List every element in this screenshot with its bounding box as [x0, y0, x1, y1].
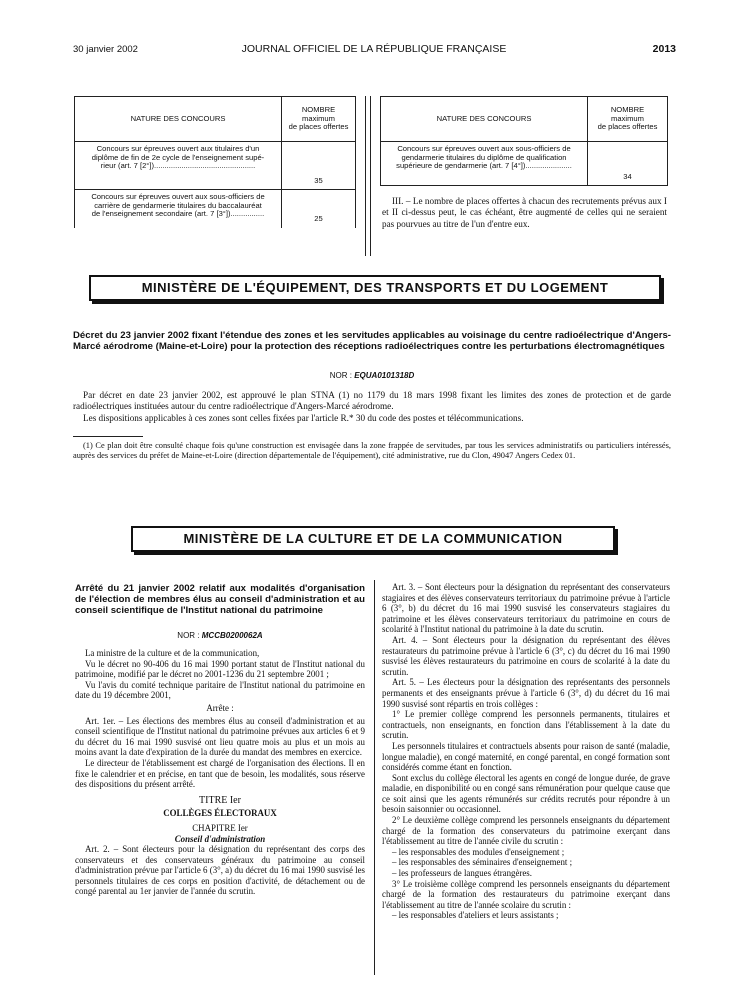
- arrete-left-column: La ministre de la culture et de la communication, Vu le décret no 90-406 du 16 mai 1990 portant statut de l'Institut national du patrimoine, modifié par le décret no 2001-1236 du 21 septembre 2001 ; Vu l'avis du comité technique paritaire de l'Institut national du patrimoine en date du 19 décembre 2001, Arrête : Art. 1er. – Les élections des membres élus au conseil d'administration et au conseil scientifique de l'Institut national du patrimoine prévues aux articles 6 et 9 du décret du 16 mai 1990 susvisé ont lieu quatre mois au plus et un mois au moins avant la date d'expiration de la durée du mandat des membres en exercice. Le directeur de l'établissement est chargé de l'organisation des élections. Il en fixe le calendrier et en précise, en tant que de besoin, les modalités, sous réserve des dispositions du présent arrêté. TITRE Ier COLLÈGES ÉLECTORAUX CHAPITRE Ier Conseil d'administration Art. 2. – Sont électeurs pour la désignation du représentant des corps des conservateurs et des conservateurs généraux du patrimoine au conseil d'administration prévue par l'article 6 (3°, a) du décret du 16 mai 1990 susvisé les personnels titulaires de ces corps en position d'activité, de détachement ou de congé parental au 1er janvier de l'année du scrutin.: [75, 648, 365, 897]
- decree-footnote: (1) Ce plan doit être consulté chaque fois qu'une construction est envisagée dans la zone frappée de servitudes, par tous les services administratifs ou particuliers intéressés, auprès des services du préfet de Maine-et-Loire (direction départementale de l'équipement), cité administrative, rue du Clon, 49047 Angers Cedex 01.: [73, 441, 671, 460]
- table-row-text: Concours sur épreuves ouvert aux titulaires d'un diplôme de fin de 2e cycle de l'enseignement supé- rieur (art. 7 [2°])................................................: [75, 142, 282, 190]
- decree-title: Décret du 23 janvier 2002 fixant l'étendue des zones et les servitudes applicables au voisinage du centre radioélectrique d'Angers-Marcé aérodrome (Maine-et-Loire) pour la protection des réceptions radioélectriques contre les perturbations électromagnétiques: [73, 330, 671, 352]
- arrete-nor: NOR : MCCB0200062A: [177, 631, 263, 640]
- table-row-text: Concours sur épreuves ouvert aux sous-officiers de gendarmerie titulaires du diplôme de qualification supérieure de gendarmerie (art. 7 [4°])......................: [381, 142, 588, 186]
- table-row-value: 34: [588, 142, 668, 186]
- column-divider: [374, 580, 375, 975]
- ministry-heading-equipement: MINISTÈRE DE L'ÉQUIPEMENT, DES TRANSPORTS ET DU LOGEMENT: [89, 275, 661, 301]
- table-row-value: 35: [282, 142, 356, 190]
- concours-table-left: [74, 96, 356, 228]
- table-header-nature: NATURE DES CONCOURS: [75, 97, 282, 142]
- decree-nor: NOR : EQUA0101318D: [329, 371, 415, 380]
- paragraph-iii: III. – Le nombre de places offertes à chacun des recrutements prévus aux I et II ci-dessus peut, le cas échéant, être augmenté de celles qui ne seraient pas pourvues au titre de l'un d'entre eux.: [382, 196, 667, 229]
- concours-table-right: [380, 96, 668, 186]
- footnote-rule: [73, 436, 143, 437]
- header-date: 30 janvier 2002: [73, 44, 138, 55]
- table-row-value: 25: [282, 190, 356, 228]
- column-divider: [370, 96, 371, 256]
- page-number: 2013: [652, 43, 676, 55]
- table-row-text: Concours sur épreuves ouvert aux sous-officiers de carrière de gendarmerie titulaires du baccalauréat de l'enseignement secondaire (art. 7 [3°])................: [75, 190, 282, 228]
- table-header-nombre: NOMBRE maximum de places offertes: [282, 97, 356, 142]
- table-header-nombre: NOMBRE maximum de places offertes: [588, 97, 668, 142]
- column-divider: [365, 96, 366, 256]
- decree-body: Par décret en date 23 janvier 2002, est approuvé le plan STNA (1) no 1179 du 18 mars 1998 fixant les limites des zones de protection et de garde radioélectriques instituées autour du centre radioélectrique d'Angers-Marcé aérodrome. Les dispositions applicables à ces zones sont celles fixées par l'article R.* 30 du code des postes et télécommunications.: [73, 390, 671, 423]
- arrete-title: Arrêté du 21 janvier 2002 relatif aux modalités d'organisation de l'élection de membres élus au conseil d'administration et au conseil scientifique de l'Institut national du patrimoine: [75, 583, 365, 616]
- journal-title: JOURNAL OFFICIEL DE LA RÉPUBLIQUE FRANÇAISE: [241, 43, 507, 55]
- arrete-right-column: Art. 3. – Sont électeurs pour la désignation du représentant des conservateurs stagiaires et des élèves conservateurs territoriaux du patrimoine prévue à l'article 6 (3°, b) du décret du 16 mai 1990 susvisé les conservateurs stagiaires du patrimoine et les élèves conservateurs territoriaux du patrimoine en cours de scolarité à l'Institut national du patrimoine à la date du scrutin. Art. 4. – Sont électeurs pour la désignation du représentant des élèves restaurateurs du patrimoine prévue à l'article 6 (3°, c) du décret du 16 mai 1990 susvisé les élèves restaurateurs du patrimoine en cours de scolarité à la date du scrutin. Art. 5. – Les électeurs pour la désignation des représentants des personnels permanents et des enseignants prévue à l'article 6 (3°, d) du décret du 16 mai 1990 susvisé sont répartis en trois collèges : 1° Le premier collège comprend les personnels permanents, titulaires et contractuels, non enseignants, en fonction dans l'établissement à la date du scrutin. Les personnels titulaires et contractuels absents pour raison de santé (maladie, longue maladie), en congé maternité, en congé parental, en congé formation sont considérés comme étant en fonction. Sont exclus du collège électoral les agents en congé de longue durée, de grave maladie, en disponibilité ou en congé sans rémunération pour quelque cause que ce soit ainsi que les agents rémunérés sur crédits recrutés pour répondre à un besoin saisonnier ou occasionnel. 2° Le deuxième collège comprend les personnels enseignants du département chargé de la formation des conservateurs du patrimoine exerçant dans l'établissement au titre de l'année civile du scrutin : – les responsables des modules d'enseignement ; – les responsables des séminaires d'enseignement ; – les professeurs de langues étrangères. 3° Le troisième collège comprend les personnels enseignants du département chargé de la formation des restaurateurs du patrimoine exerçant dans l'établissement au titre de l'année scolaire du scrutin : – les responsables d'ateliers et leurs assistants ;: [382, 582, 670, 921]
- ministry-heading-culture: MINISTÈRE DE LA CULTURE ET DE LA COMMUNICATION: [131, 526, 615, 552]
- table-header-nature: NATURE DES CONCOURS: [381, 97, 588, 142]
